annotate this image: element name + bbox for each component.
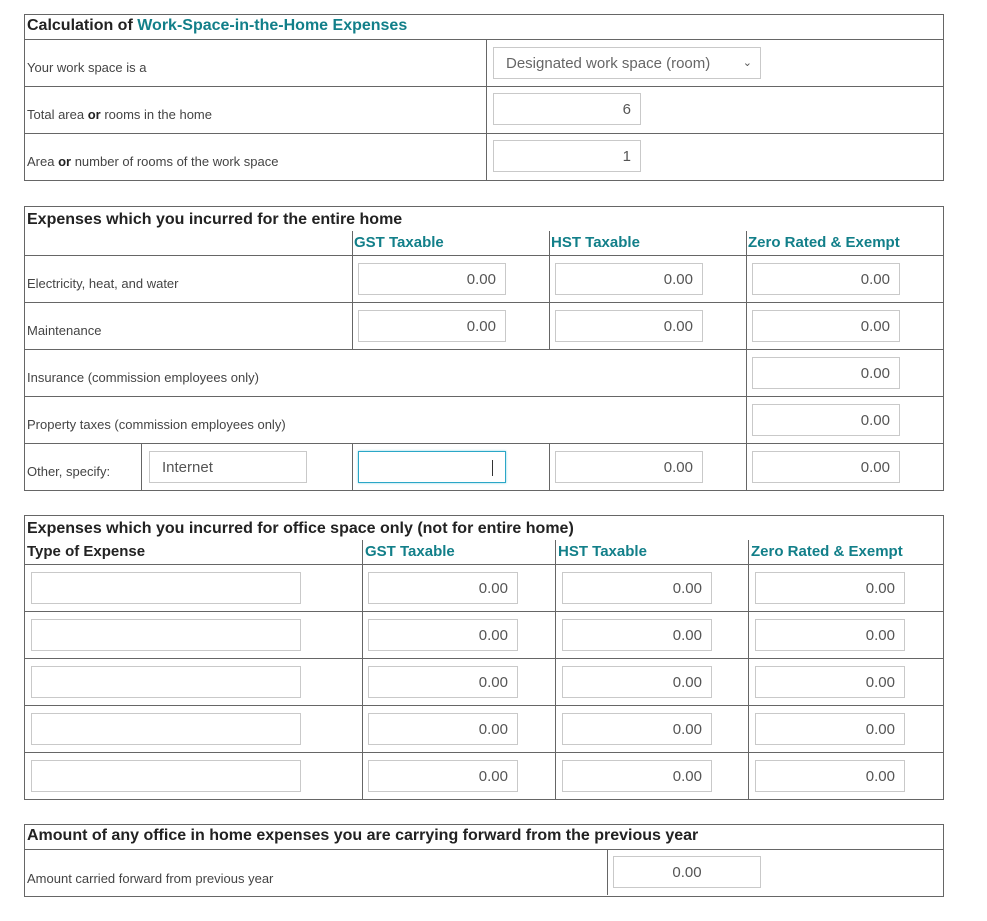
- total-area-input[interactable]: 6: [493, 93, 641, 125]
- work-area-row: [25, 133, 943, 180]
- expense-type-input[interactable]: [31, 713, 301, 745]
- expense-type-input[interactable]: [31, 572, 301, 604]
- hst-input[interactable]: 0.00: [555, 263, 703, 295]
- gst-input[interactable]: 0.00: [368, 619, 518, 651]
- chevron-down-icon: ⌄: [742, 57, 752, 69]
- table-row: [25, 611, 943, 658]
- hst-input[interactable]: 0.00: [562, 760, 712, 792]
- workspace-expenses-link[interactable]: Work-Space-in-the-Home Expenses: [137, 17, 408, 34]
- total-area-row: [25, 86, 943, 133]
- col-gst-taxable: GST Taxable: [354, 234, 444, 251]
- workspace-type-select[interactable]: Designated work space (room) ⌄: [493, 47, 761, 79]
- entire-home-section: [24, 206, 944, 491]
- office-space-title: Expenses which you incurred for office space only (not for entire home): [27, 520, 574, 537]
- other-specify-input[interactable]: Internet: [149, 451, 307, 483]
- hst-input[interactable]: 0.00: [562, 713, 712, 745]
- gst-input[interactable]: 0.00: [368, 666, 518, 698]
- table-row: [25, 302, 943, 349]
- hst-input[interactable]: 0.00: [562, 666, 712, 698]
- zero-rated-input[interactable]: 0.00: [755, 619, 905, 651]
- work-area-label: Area or number of rooms of the work space: [27, 154, 279, 169]
- other-zero-rated-input[interactable]: 0.00: [752, 451, 900, 483]
- zero-rated-input[interactable]: 0.00: [755, 666, 905, 698]
- table-row: [25, 255, 943, 302]
- other-row: [25, 443, 943, 490]
- col-zero-rated: Zero Rated & Exempt: [748, 234, 900, 251]
- gst-input[interactable]: 0.00: [368, 572, 518, 604]
- carry-forward-section: [24, 824, 944, 897]
- expense-type-input[interactable]: [31, 760, 301, 792]
- gst-input[interactable]: 0.00: [358, 310, 506, 342]
- gst-input[interactable]: 0.00: [358, 263, 506, 295]
- hst-input[interactable]: 0.00: [555, 310, 703, 342]
- other-hst-input[interactable]: 0.00: [555, 451, 703, 483]
- expense-type-input[interactable]: [31, 619, 301, 651]
- other-gst-input[interactable]: [358, 451, 506, 483]
- row-label: Electricity, heat, and water: [27, 276, 179, 291]
- table-row: [25, 564, 943, 611]
- office-space-section: [24, 515, 944, 800]
- row-label: Maintenance: [27, 323, 102, 338]
- carry-forward-input[interactable]: 0.00: [613, 856, 761, 888]
- table-row: [25, 658, 943, 705]
- other-label: Other, specify:: [27, 464, 111, 479]
- zero-rated-input[interactable]: 0.00: [755, 713, 905, 745]
- col-gst-taxable: GST Taxable: [365, 543, 455, 560]
- carry-forward-title: Amount of any office in home expenses you are carrying forward from the previous year: [27, 827, 699, 844]
- zero-rated-input[interactable]: 0.00: [752, 310, 900, 342]
- table-row: [25, 349, 943, 396]
- section-title: Calculation of Work-Space-in-the-Home Expenses: [27, 17, 408, 34]
- workspace-calculation-section: [24, 14, 944, 181]
- zero-rated-input[interactable]: 0.00: [752, 263, 900, 295]
- row-label: Insurance (commission employees only): [27, 370, 259, 385]
- zero-rated-input[interactable]: 0.00: [752, 404, 900, 436]
- text-cursor: [492, 460, 493, 476]
- carry-forward-row: [25, 849, 943, 895]
- col-zero-rated: Zero Rated & Exempt: [751, 543, 903, 560]
- zero-rated-input[interactable]: 0.00: [755, 760, 905, 792]
- hst-input[interactable]: 0.00: [562, 619, 712, 651]
- table-row: [25, 396, 943, 443]
- gst-input[interactable]: 0.00: [368, 713, 518, 745]
- expense-type-input[interactable]: [31, 666, 301, 698]
- col-hst-taxable: HST Taxable: [558, 543, 647, 560]
- col-type-of-expense: Type of Expense: [27, 543, 146, 560]
- carry-forward-label: Amount carried forward from previous year: [27, 871, 274, 886]
- hst-input[interactable]: 0.00: [562, 572, 712, 604]
- row-label: Property taxes (commission employees only): [27, 417, 286, 432]
- workspace-type-row: [25, 39, 943, 86]
- gst-input[interactable]: 0.00: [368, 760, 518, 792]
- entire-home-title: Expenses which you incurred for the entire home: [27, 211, 403, 228]
- zero-rated-input[interactable]: 0.00: [752, 357, 900, 389]
- table-row: [25, 752, 943, 799]
- workspace-type-label: Your work space is a: [27, 60, 147, 75]
- col-hst-taxable: HST Taxable: [551, 234, 640, 251]
- work-area-input[interactable]: 1: [493, 140, 641, 172]
- zero-rated-input[interactable]: 0.00: [755, 572, 905, 604]
- total-area-label: Total area or rooms in the home: [27, 107, 212, 122]
- table-row: [25, 705, 943, 752]
